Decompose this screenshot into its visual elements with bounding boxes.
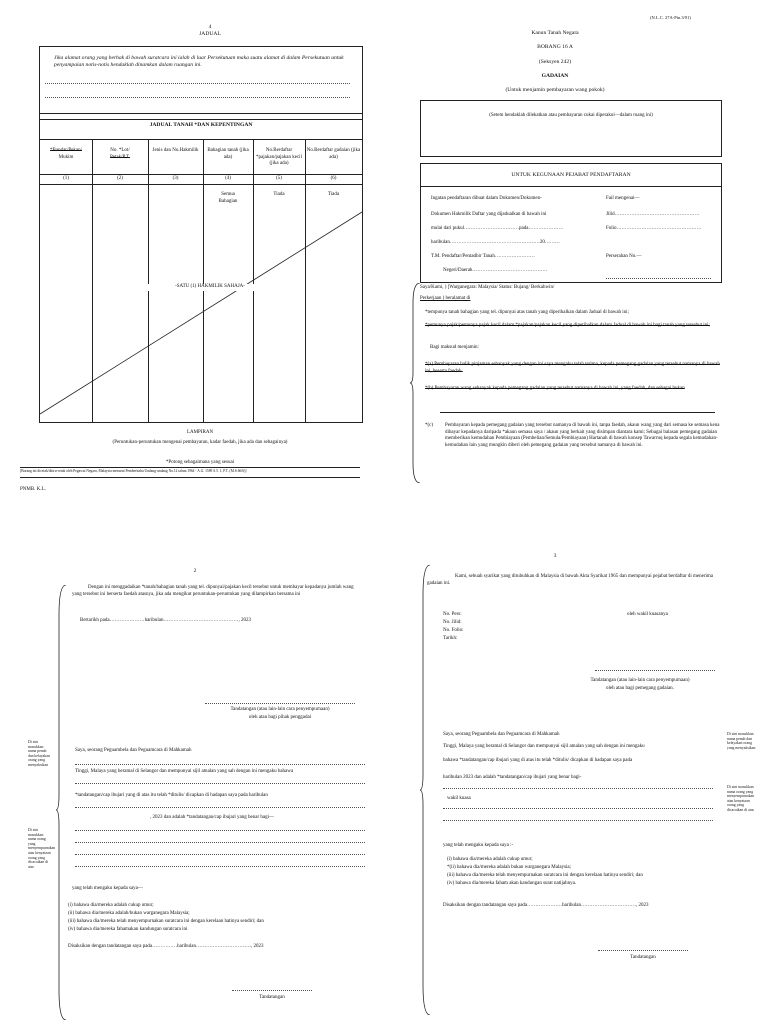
haribulan-q4: haribulan 2023 dan adalah *tandatangan/cap ibujari yang benar bagi- bbox=[443, 775, 582, 780]
col-num-2: (2) bbox=[117, 176, 123, 181]
fail-mengenai: Fail mengenai— bbox=[606, 196, 640, 201]
bracket-q2 bbox=[410, 283, 422, 483]
form-code: (N.L.C. 27A-Pin.3/91) bbox=[650, 15, 691, 20]
signature-label: Tandatangan (atau lain-lain cara penyempurnaan) bbox=[230, 707, 330, 712]
tempunya-line: *tempunya tanah bahagian yang tel. dipunyai atas tanah yang diperihalkan dalam Jadual di bawah ini; bbox=[425, 310, 629, 315]
cancel-diagonal bbox=[40, 114, 362, 422]
potong-note: *Potong sebagaimana yang sesuai bbox=[165, 460, 235, 465]
col-num-1: (1) bbox=[63, 176, 69, 181]
page-number-4: 4 bbox=[208, 24, 212, 30]
disaksikan-q4: Disaksikan dengan tandatangan saya pada…………………haribulan……………………………, 2023 bbox=[443, 903, 649, 908]
col-num-6: (6) bbox=[330, 176, 337, 181]
col-header-pajakan: No.Berdaftar *pajakan/pajakan kecil (jika ada) bbox=[256, 148, 302, 166]
clause-c: Pembayaran kepada pemegang gadaian yang tersebut namanya di bawah ini, tanpa faedah, akaun wang yang dari semasa ke semasa kena dibayar kepadanya daripada *akaun semasa saya / akaun yang berkait yang disimpan diantara kami; Sebagai balasan pemegang gadaian memberikan kemudahan Pembiayaan (Pembelian/Semula/Pembiayaan) Hartanah di bawah konsep Tawarruq kepada segala kemudahan-kemudahan lain yang mungkin diberi oleh pemegang gadaian yang tersebut namanya di bawah ini. bbox=[445, 423, 720, 448]
perkerjaan-line: Perkerjaan ) beralamat di bbox=[420, 296, 471, 301]
disaksikan-line: Disaksikan dengan tandatangan saya pada……………haribulan……………………………, 2023 bbox=[68, 944, 264, 949]
signature-bottom: Tandatangan bbox=[259, 995, 285, 1000]
clause-b: *(b) Pembayaran wang sebanyak kepada pemegang gadaian yang tersebut namanya di bawah ini, yang faedah, dan sebagai bukan bbox=[425, 386, 685, 391]
bracket-q3 bbox=[56, 585, 68, 1020]
borang-title: BORANG 16 A bbox=[537, 44, 573, 50]
tarikh-line: , 2023 dan adalah *tandatangan/cap ibujari yang benar bagi— bbox=[150, 815, 274, 820]
tinggi-malaya: Tinggi, Malaya yang beramal di Selangor dan mempunyai sijil amalan yang sah dengan ini mengaku bahawa bbox=[75, 769, 294, 774]
signature-sub-q4: oleh atau bagi pemegang gadaian. bbox=[606, 686, 674, 691]
saya-q4: Saya, seorang Peguambela dan Peguamcara di Mahkamah bbox=[443, 732, 560, 737]
folio-field: Folio…………………………………………… bbox=[606, 226, 702, 231]
no-pers: No. Pers: bbox=[443, 612, 462, 617]
signature-label-q4: Tandatangan (atau lain-lain cara penyempurnaan) bbox=[590, 678, 690, 683]
no-folio: No. Folio: bbox=[443, 628, 464, 633]
item-ii: (ii) bahawa dia/mereka adalah/bukan warganegara Malaysia; bbox=[68, 911, 190, 916]
col-header-hakmilik: Jenis dan No.Hakmilik bbox=[152, 148, 199, 153]
value-pajakan: Tiada bbox=[273, 192, 285, 197]
mengaku-line: yang telah mengaku kepada saya— bbox=[72, 886, 143, 891]
bertarikh-line: Bertarikh pada…………………haribulan………………………………………, 2023 bbox=[80, 618, 251, 623]
ingatan-5: T.M. Pendaftar/Pentadbir Tanah…………………… bbox=[431, 254, 535, 259]
pnmb-note: PNMB. K.L. bbox=[20, 487, 46, 492]
col-header-gadaian: No.Berdaftar gadaian (jika ada) bbox=[306, 148, 361, 160]
q4-item-iii: (iii) bahawa dia/mereka telah menyempurnakan suratcara ini dengan kerelaan hatinya sendiri; dan bbox=[447, 873, 643, 878]
bahawa-q4: bahawa *tandatangan/cap ibujari yang di atas itu telah *ditulis/ dicapkan di hadapan saya pada bbox=[443, 758, 633, 763]
mengaku-q4: yang telah mengaku kepada saya :- bbox=[443, 843, 514, 848]
seksyen-title: (Seksyen 242) bbox=[538, 59, 572, 65]
col-header-bahagian: Bahagian tanah (jika ada) bbox=[207, 148, 249, 160]
value-gadaian: Tiada bbox=[327, 192, 340, 197]
satu-hakmilik: -SATU (1) HAKMILIK SAHAJA- bbox=[140, 284, 280, 291]
setem-note: (Setem hendaklah dilekatkan atau pembayaran cukai diperakui—dalam ruang ini) bbox=[489, 113, 653, 118]
side-note-2: Di sini masukkan nama orang yang menyempurnakan atau kenyataan orang yang dicacatkan di atas bbox=[28, 828, 56, 869]
wakil-kuasa: wakil kuasa bbox=[447, 796, 471, 801]
side-note-1: Di sini masukkan nama penuh dan kelayakan orang yang menyaksikan bbox=[28, 740, 50, 767]
lampiran-heading: LAMPIRAN bbox=[186, 430, 214, 435]
stamp-box bbox=[420, 100, 722, 157]
side-note-q4-1: Di sini masukkan nama penuh dan kelayakan orang yang menyaksikan bbox=[727, 732, 756, 750]
pemunya-line: *pemunya pajak/pemunya pajak kecil dalam *pajakan/pajakan kecil yang diperihalkan dalam Jadual di bawah ini bagi tanah yang tersebut ini; bbox=[425, 323, 710, 328]
page-number-2: 2 bbox=[193, 568, 197, 574]
tarikh-field: Tarikh: bbox=[443, 636, 458, 641]
wakil-kuasanya: oleh wakil kuasanya bbox=[627, 612, 668, 617]
item-i: (i) bahawa dia/mereka adalah cukup umur; bbox=[68, 903, 154, 908]
ingatan-2: Dokumen Hakmilik Daftar yang dijadualkan di bawah ini bbox=[431, 212, 547, 217]
menggadaikan-para: Dengan ini menggadaikan *tanah/bahagian tanah yang tel. dipunyai/pajakan kecil tersebut untuk membayar kepadanya jumlah wang yang tersebut ini berserta faedah atasnya, jika ada mengikut peruntukan-peruntukan yang dilampirkan bersama ini bbox=[72, 585, 354, 597]
office-use-title: UNTUK KEGUNAAN PEJABAT PENDAFTARAN bbox=[511, 172, 631, 178]
tinggi-q4: Tinggi, Malaya yang beramal di Selangor dan mempunyai sijil amalan yang sah dengan ini mengaku bbox=[443, 744, 645, 749]
office-use-box bbox=[420, 163, 722, 283]
page-number-3: 3 bbox=[553, 553, 557, 559]
untuk-menjamin: (Untuk menjamin pembayaran wang pokok) bbox=[505, 87, 605, 93]
item-iii: (iii) bahawa dia/mereka telah menyempurnakan suratcara ini dengan kerelaan hatinya sendiri; dan bbox=[68, 919, 264, 924]
ingatan-6: Negeri/Daerah……………………………………… bbox=[443, 268, 548, 273]
col-num-3: (3) bbox=[172, 176, 179, 181]
q4-item-ii: *(ii) bahawa dia/mereka adalah bukan warganegara Malaysia; bbox=[447, 865, 572, 870]
lampiran-note: (Peruntukan-peruntukan mengenai pembayaran, kadar faedah, jika ada dan sebagainya) bbox=[112, 440, 288, 445]
bracket-q4 bbox=[420, 565, 432, 1015]
q4-item-i: (i) bahawa dia/mereka adalah cukup umur; bbox=[447, 857, 533, 862]
col-header-lot: No. *Lot/ Petak/P.T. bbox=[110, 148, 130, 160]
ingatan-4: haribulan………………………………………………20……… bbox=[431, 240, 560, 245]
kami-syarikat: Kami, sebuah syarikat yang ditubuhkan di Malaysia di bawah Akta Syarikat 1965 dan mempunyai pejabat berdaftar di menerima gadaian ini. bbox=[427, 574, 713, 586]
address-notice: Jika alamat orang yang berhak di bawah suratcara ini ialah di luar Persekutuan maka suatu alamat di dalam Persekutuan untuk penyampaian notis-notis hendaklah dinamkan dalam ruangan ini. bbox=[54, 55, 344, 68]
col-header-bandar: *Bandar/Pekan/ Mukim bbox=[50, 148, 82, 160]
ingatan-3: mulai dari pukul……………………………pada………………… bbox=[431, 226, 564, 231]
clause-a: *(a) Pembayaran balik pinjaman sebanyak yang dengan ini saya mengaku telah terima, kepada pemegang gadaian yang tersebut namanya di bawah ini, beserta faedah. bbox=[425, 362, 720, 374]
jilid-field: Jilid…………………………………………… bbox=[606, 212, 700, 217]
item-iv: (iv) bahawa dia/mereka fahamakan kandungan suratcara ini bbox=[68, 927, 188, 932]
address-notice-box bbox=[39, 46, 363, 120]
signature-sub: oleh atau bagi pihak penggadai bbox=[248, 715, 312, 720]
cap-ibujari: *tandatangan/cap ibujari yang di atas itu telah *ditulis/ dicapkan di hadapan saya pada haribulan bbox=[75, 793, 268, 798]
ingatan-1: Ingatan pendaftaran dibuat dalam Dokumen/Dokumen- bbox=[431, 196, 542, 201]
land-schedule-table bbox=[39, 113, 363, 423]
col-num-5: (5) bbox=[276, 176, 282, 181]
clause-c-label: *(c) bbox=[425, 423, 434, 428]
q4-item-iv: (iv) bahawa dia/mereka faham akan kandungan surat natijahnya. bbox=[447, 881, 577, 886]
signature-bottom-q4: Tandatangan bbox=[630, 955, 656, 960]
no-jilid: No. Jilid: bbox=[443, 620, 462, 625]
perserahan-field: Perserahan No.— bbox=[606, 254, 642, 259]
kanun-title: Kanun Tanah Negara bbox=[531, 30, 579, 36]
side-note-q4-2: Di sini masukkan nama orang yang menyempurnakan atau kenyataan orang yang dicacatkan di atas bbox=[727, 785, 755, 812]
saya-peguambela: Saya, seorang Peguambela dan Peguamcara di Mahkamah bbox=[75, 748, 192, 753]
jadual-heading: JADUAL bbox=[199, 31, 221, 37]
bagi-maksud: Bagi maksud menjamin: bbox=[430, 345, 479, 350]
col-num-4: (4) bbox=[225, 176, 231, 181]
table-title: JADUAL TANAH *DAN KEPENTINGAN bbox=[149, 122, 253, 128]
kami-line: Saya/Kami, ) [Warganegara: Malaysia/ Status: Bujang/ Berkahwin/ bbox=[420, 285, 555, 290]
value-bahagian: Semua Bahagian bbox=[218, 192, 238, 204]
gadaian-title: GADAIAN bbox=[541, 73, 569, 79]
borang-footnote: [Borang ini dicetak/ditiru-cetak oleh Pegawai Negara, Malaysia menurut Pemberitahu Undang-undang No.12 tahun 1964 - A.G. 1589 S.5. 1, P.T. (M.S.66/6)] bbox=[20, 469, 247, 473]
